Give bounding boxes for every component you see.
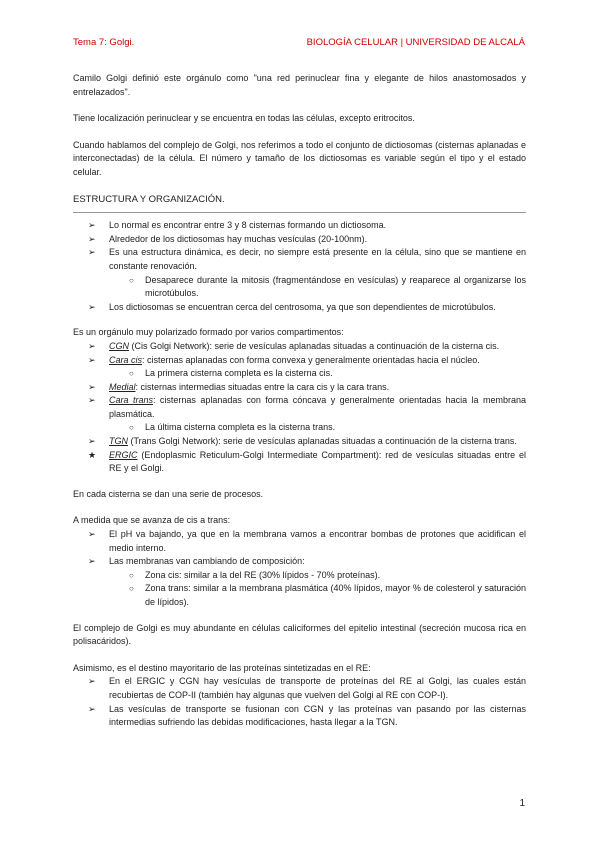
list-item: ➢ Medial: cisternas intermedias situadas entre la cara cis y la cara trans. (73, 381, 526, 395)
arrow-bullet-icon: ➢ (88, 676, 96, 687)
sub-list-item: ○ La primera cisterna completa es la cisterna cis. (73, 367, 526, 381)
term-cara-cis: Cara cis (109, 354, 143, 365)
header-course: BIOLOGÍA CELULAR | UNIVERSIDAD DE ALCALÁ (306, 37, 525, 48)
intro-paragraph: Cuando hablamos del complejo de Golgi, nos referimos a todo el conjunto de dictiosomas (cisternas aplanadas e interconectadas) de la célula. El número y tamaño de los dictiosomas es variable según el tipo y el estado celular. (73, 139, 526, 177)
list-item: ➢ Cara cis: cisternas aplanadas con forma convexa y generalmente orientadas hacia el núcleo. ○ La primera cisterna completa es la cisterna cis. (73, 354, 526, 381)
section-title: ESTRUCTURA Y ORGANIZACIÓN. (73, 193, 225, 205)
arrow-bullet-icon: ➢ (88, 529, 96, 540)
destination-intro: Asimismo, es el destino mayoritario de las proteínas sintetizadas en el RE: (73, 662, 371, 673)
list-item: ➢ Es una estructura dinámica, es decir, no siempre está presente en la célula, sino que se mantiene en constante renovación. ○ Desaparece durante la mitosis (fragmentándose en vesículas) y reaparece al organizarse los microtúbulos. (73, 246, 526, 300)
header-topic: Tema 7: Golgi. (73, 37, 135, 48)
term-medial: Medial (109, 381, 136, 392)
arrow-bullet-icon: ➢ (88, 381, 96, 392)
intro-paragraph: Tiene localización perinuclear y se encuentra en todas las células, excepto eritrocitos. (73, 113, 415, 124)
list-item: ➢ TGN (Trans Golgi Network): serie de vesículas aplanadas situadas a continuación de la cisterna trans. (73, 435, 526, 449)
star-bullet-icon: ★ (88, 449, 97, 460)
list-item: ➢ Las membranas van cambiando de composición: ○ Zona cis: similar a la del RE (30% lípidos - 70% proteínas). ○ Zona trans: similar a la membrana plasmática (40% lípidos, mayor % de colesterol y saturación de lípidos). (73, 555, 526, 609)
list-item: ➢ En el ERGIC y CGN hay vesículas de transporte de proteínas del RE al Golgi, las cuales están recubiertas de COP-II (también hay algunas que vuelven del Golgi al RE con COP-I). (88, 676, 526, 700)
arrow-bullet-icon: ➢ (88, 301, 96, 312)
processes-paragraph: En cada cisterna se dan una serie de procesos. (73, 488, 264, 499)
page-number: 1 (519, 798, 525, 809)
cis-trans-list (73, 528, 526, 610)
list-item: ➢ CGN (Cis Golgi Network): serie de vesículas aplanadas situadas a continuación de la cisterna cis. (73, 340, 526, 354)
sub-list (109, 569, 526, 610)
list-item: ➢ Los dictiosomas se encuentran cerca del centrosoma, ya que son dependientes de microtúbulos. (73, 301, 526, 315)
term-cara-trans: Cara trans (109, 395, 153, 406)
sub-list (109, 274, 526, 301)
sub-list-item: ○ Zona cis: similar a la del RE (30% lípidos - 70% proteínas). (73, 569, 526, 583)
arrow-bullet-icon: ➢ (88, 703, 96, 714)
list-item: ➢ Las vesículas de transporte se fusionan con CGN y las proteínas van pasando por las cisternas intermedias sufriendo las debidas modificaciones, hasta llegar a la TGN. (88, 703, 526, 728)
page-content (73, 72, 526, 742)
list-item: ★ ERGIC (Endoplasmic Reticulum-Golgi Intermediate Compartment): red de vesículas situadas entre el RE y el Golgi. (88, 449, 526, 474)
sub-list (109, 367, 526, 381)
circle-bullet-icon: ○ (129, 275, 134, 285)
arrow-bullet-icon: ➢ (88, 233, 96, 244)
cis-trans-intro: A medida que se avanza de cis a trans: (73, 515, 231, 526)
arrow-bullet-icon: ➢ (88, 220, 96, 231)
list-item: ➢ Alrededor de los dictiosomas hay muchas vesículas (20-100nm). (73, 233, 526, 247)
arrow-bullet-icon: ➢ (88, 395, 96, 406)
term-tgn: TGN (109, 436, 128, 447)
sub-list-item: ○ Zona trans: similar a la membrana plasmática (40% lípidos, mayor % de colesterol y saturación de lípidos). (129, 583, 526, 607)
circle-bullet-icon: ○ (129, 369, 134, 379)
structure-list (73, 219, 526, 314)
sub-list-item: ○ Desaparece durante la mitosis (fragmentándose en vesículas) y reaparece al organizarse los microtúbulos. (129, 274, 526, 299)
arrow-bullet-icon: ➢ (88, 556, 96, 567)
caliciformes-paragraph: El complejo de Golgi es muy abundante en células caliciformes del epitelio intestinal (secreción mucosa rica en polisacáridos). (73, 622, 526, 647)
arrow-bullet-icon: ➢ (88, 340, 96, 351)
list-item: ➢ Lo normal es encontrar entre 3 y 8 cisternas formando un dictiosoma. (73, 219, 526, 233)
term-ergic: ERGIC (109, 449, 138, 460)
circle-bullet-icon: ○ (129, 570, 134, 580)
intro-paragraph: Camilo Golgi definió este orgánulo como "una red perinuclear fina y elegante de hilos anastomosados y entrelazados". (73, 73, 526, 97)
sub-list-item: ○ La última cisterna completa es la cisterna trans. (73, 421, 526, 435)
term-cgn: CGN (109, 340, 129, 351)
sub-list (109, 421, 526, 435)
circle-bullet-icon: ○ (129, 423, 134, 433)
destination-list (73, 675, 526, 729)
list-item: ➢ El pH va bajando, ya que en la membrana vamos a encontrar bombas de protones que acidifican el medio interno. (88, 529, 526, 553)
section-divider (73, 212, 526, 213)
list-item: ➢ Cara trans: cisternas aplanadas con forma cóncava y generalmente orientadas hacia la membrana plasmática. ○ La última cisterna completa es la cisterna trans. (73, 394, 526, 435)
compartments-list (73, 340, 526, 476)
arrow-bullet-icon: ➢ (88, 354, 96, 365)
polarized-intro: Es un orgánulo muy polarizado formado por varios compartimentos: (73, 327, 344, 338)
circle-bullet-icon: ○ (129, 584, 134, 594)
arrow-bullet-icon: ➢ (88, 436, 96, 447)
arrow-bullet-icon: ➢ (88, 247, 96, 258)
